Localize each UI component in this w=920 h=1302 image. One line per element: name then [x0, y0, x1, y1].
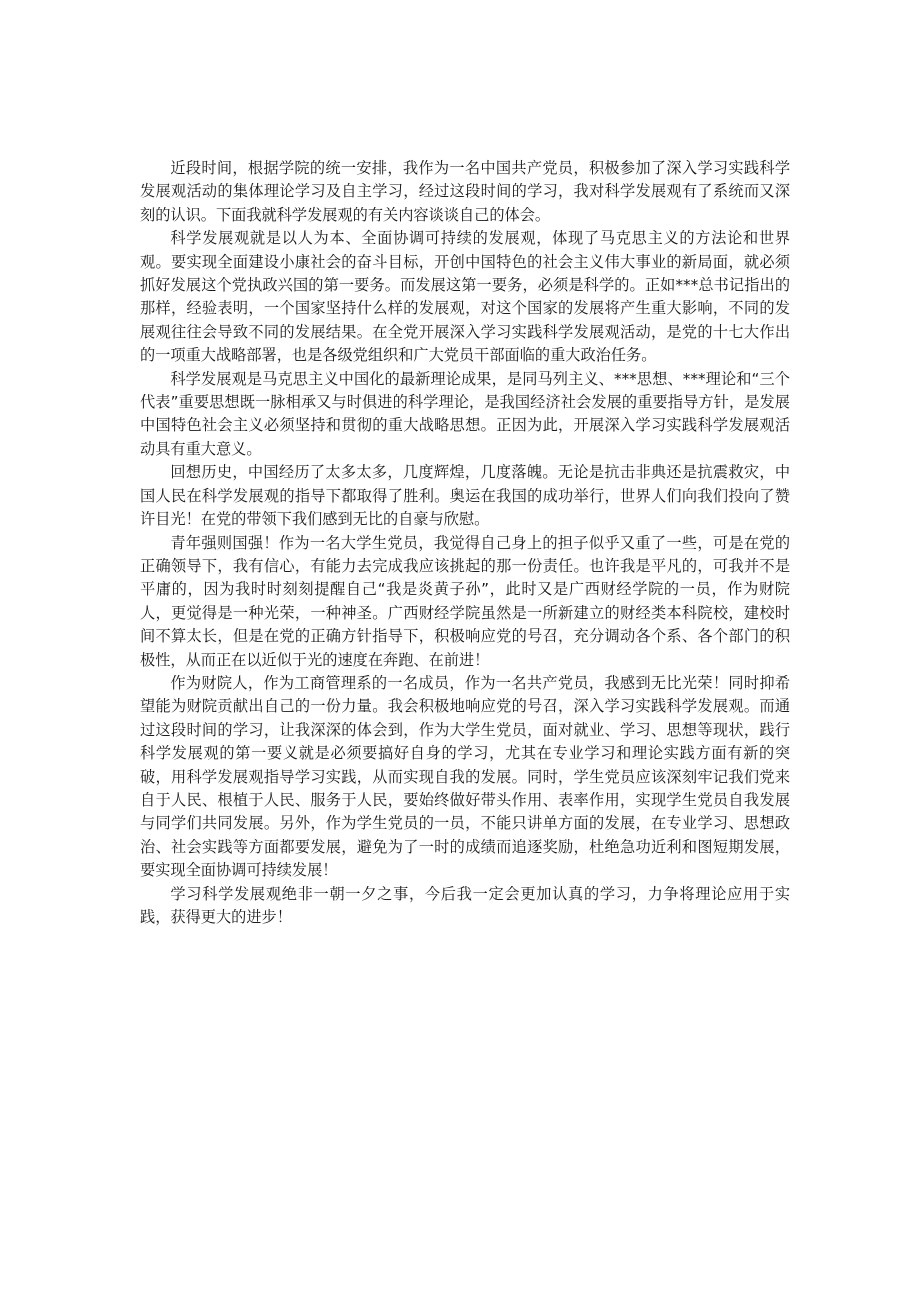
paragraph-6: 作为财院人，作为工商管理系的一名成员，作为一名共产党员，我感到无比光荣！同时抑希望能为财院贡献出自己的一份力量。我会积极地响应党的号召，深入学习实践科学发展观。而通过这段时间的学习，让我深深的体会到，作为大学生党员，面对就业、学习、思想等现状，践行科学发展观的第一要义就是必须要搞好自身的学习，尤其在专业学习和理论实践方面有新的突破，用科学发展观指导学习实践，从而实现自我的发展。同时，学生党员应该深刻牢记我们党来自于人民、根植于人民、服务于人民，要始终做好带头作用、表率作用，实现学生党员自我发展与同学们共同发展。另外，作为学生党员的一员，不能只讲单方面的发展，在专业学习、思想政治、社会实践等方面都要发展，避免为了一时的成绩而追逐奖励，杜绝急功近利和图短期发展，要实现全面协调可持续发展！ — [140, 673, 790, 880]
document-body — [140, 157, 790, 929]
paragraph-3: 科学发展观是马克思主义中国化的最新理论成果，是同马列主义、***思想、***理论和“三个代表”重要思想既一脉相承又与时俱进的科学理论，是我国经济社会发展的重要指导方针，是发展中国特色社会主义必须坚持和贯彻的重大战略思想。正因为此，开展深入学习实践科学发展观活动具有重大意义。 — [140, 369, 790, 458]
paragraph-5: 青年强则国强！作为一名大学生党员，我觉得自己身上的担子似乎又重了一些，可是在党的正确领导下，我有信心，有能力去完成我应该挑起的那一份责任。也许我是平凡的，可我并不是平庸的，因为我时时刻刻提醒自己“我是炎黄子孙”，此时又是广西财经学院的一员，作为财院人，更觉得是一种光荣，一种神圣。广西财经学院虽然是一所新建立的财经类本科院校，建校时间不算太长，但是在党的正确方针指导下，积极响应党的号召，充分调动各个系、各个部门的积极性，从而正在以近似于光的速度在奔跑、在前进！ — [140, 533, 790, 669]
paragraph-4: 回想历史，中国经历了太多太多，几度辉煌，几度落魄。无论是抗击非典还是抗震救灾，中国人民在科学发展观的指导下都取得了胜利。奥运在我国的成功举行，世界人们向我们投向了赞许目光！在党的带领下我们感到无比的自豪与欣慰。 — [140, 463, 790, 529]
paragraph-2: 科学发展观就是以人为本、全面协调可持续的发展观，体现了马克思主义的方法论和世界观。要实现全面建设小康社会的奋斗目标，开创中国特色的社会主义伟大事业的新局面，就必须抓好发展这个党执政兴国的第一要务。而发展这第一要务，必须是科学的。正如***总书记指出的那样，经验表明，一个国家坚持什么样的发展观，对这个国家的发展将产生重大影响，不同的发展观往往会导致不同的发展结果。在全党开展深入学习实践科学发展观活动，是党的十七大作出的一项重大战略部署，也是各级党组织和广大党员干部面临的重大政治任务。 — [140, 229, 790, 365]
paragraph-7: 学习科学发展观绝非一朝一夕之事，今后我一定会更加认真的学习，力争将理论应用于实践，获得更大的进步！ — [140, 884, 790, 926]
paragraph-1: 近段时间，根据学院的统一安排，我作为一名中国共产党员，积极参加了深入学习实践科学发展观活动的集体理论学习及自主学习，经过这段时间的学习，我对科学发展观有了系统而又深刻的认识。下面我就科学发展观的有关内容谈谈自己的体会。 — [140, 159, 790, 224]
